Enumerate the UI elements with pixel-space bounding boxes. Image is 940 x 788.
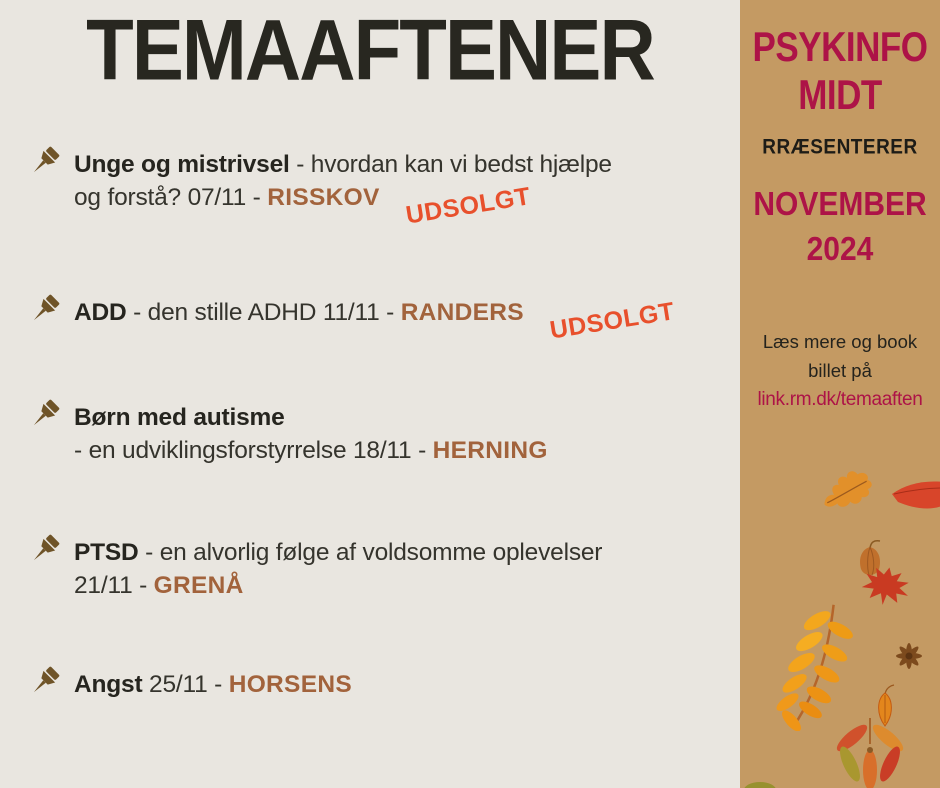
corner-green-leaf-icon [742,778,778,788]
event-text [74,668,352,701]
event-location: RANDERS [400,299,524,326]
oak-leaf-icon [817,464,877,520]
event-location: RISSKOV [267,184,380,211]
brand-psykinfo-midt [740,24,940,120]
event-location: HORSENS [228,671,352,698]
month-line2: 2024 [806,231,874,268]
event-item-unge-og-mistrivsel [26,148,726,230]
poster-title: TEMAAFTENER [86,2,654,99]
event-text [74,148,612,230]
pushpin-icon [26,397,62,433]
event-desc: 21/11 - [74,572,154,599]
pushpin-icon [26,532,62,568]
event-title: ADD [74,299,127,326]
brand-line1: PSYKINFO [752,24,928,71]
red-corner-leaf-icon [890,480,940,519]
sidebar [740,0,940,788]
soldout-badge: UDSOLGT [547,297,677,345]
cta-line1: Læs mere og book [762,331,918,352]
month-label [740,182,940,272]
event-text [74,296,677,345]
cta-line2: billet på [808,360,872,381]
event-desc: - en alvorlig følge af voldsomme oplevelser [138,539,603,566]
event-text [74,401,548,467]
event-item-angst [26,668,726,701]
presents-label: RRÆSENTERER [762,136,918,160]
event-item-ptsd [26,536,726,602]
cta-block [740,327,940,414]
event-desc: og forstå? 07/11 - [74,184,268,211]
event-item-boern-med-autisme [26,401,726,467]
rowan-leaf-icon [770,603,862,736]
event-item-add [26,296,726,345]
event-title: PTSD [74,539,139,566]
brand-line2: MIDT [798,72,882,119]
event-title: Børn med autisme [74,404,285,431]
event-location: HERNING [432,437,548,464]
event-desc: - hvordan kan vi bedst hjælpe [289,151,612,178]
event-desc: 25/11 - [142,671,229,698]
pushpin-icon [26,144,62,180]
event-title: Angst [74,671,143,698]
booking-link-text: link.rm.dk/temaaften [757,389,923,410]
month-line1: NOVEMBER [753,186,927,223]
event-desc: - en udviklingsforstyrrelse 18/11 - [74,437,433,464]
star-anise-icon [891,638,927,679]
event-location: GRENÅ [153,572,244,599]
pushpin-icon [26,664,62,700]
maple-leaf-icon [856,561,914,615]
creeper-leaf-icon [832,718,910,788]
event-text [74,536,602,602]
pushpin-icon [26,292,62,328]
event-desc: - den stille ADHD 11/11 - [126,299,401,326]
event-title: Unge og mistrivsel [74,151,290,178]
soldout-badge: UDSOLGT [403,182,533,230]
